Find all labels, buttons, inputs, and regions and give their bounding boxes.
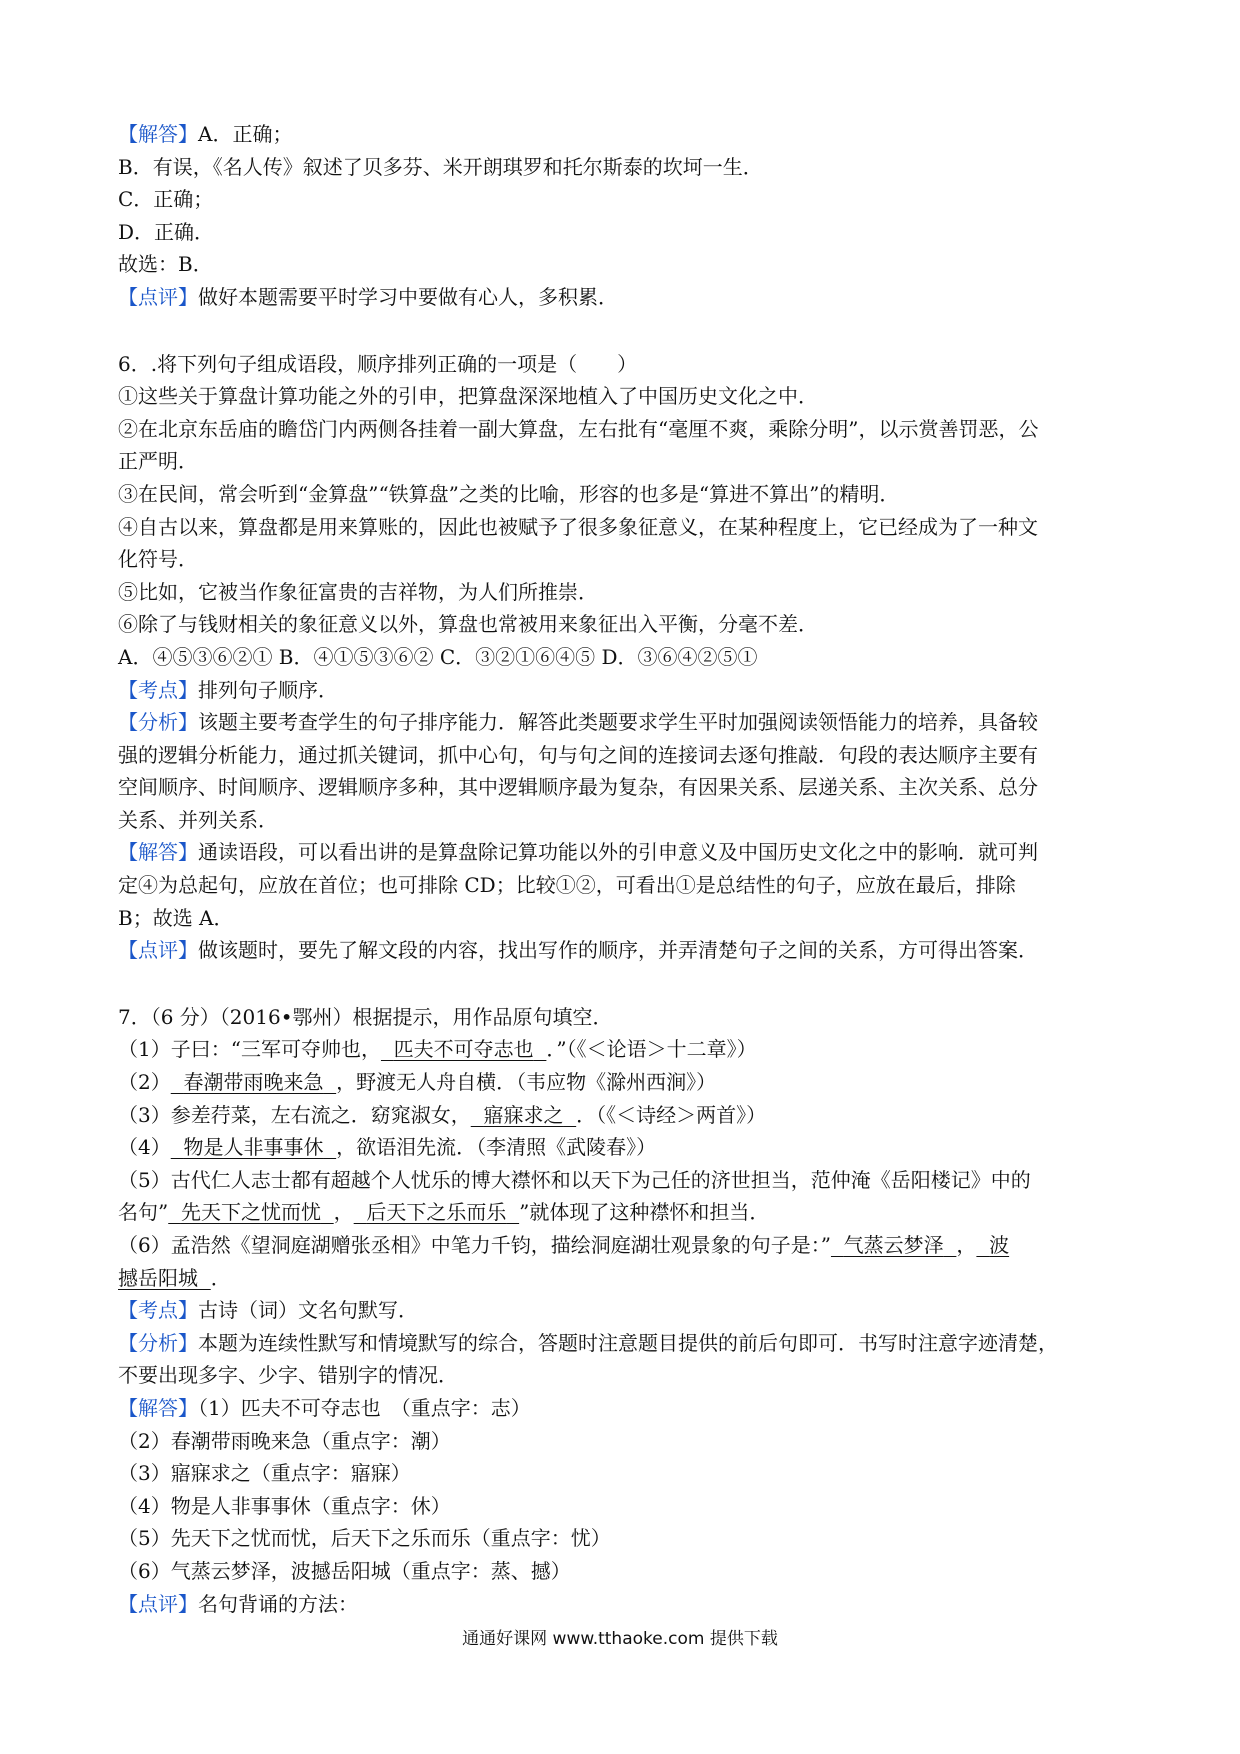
answer-tag: 【解答】 <box>118 122 198 146</box>
q7-item-1-answer: 匹夫不可夺志也 <box>393 1037 534 1062</box>
analysis-tag: 【分析】 <box>118 1330 198 1355</box>
q7-item-3 <box>118 1099 1128 1132</box>
q7-jieda-line-5: （5）先天下之忧而忧，后天下之乐而乐（重点字：忧） <box>118 1526 611 1551</box>
q6-jieda-line-1 <box>118 836 1128 869</box>
q6-sentence-6: ⑥除了与钱财相关的象征意义以外，算盘也常被用来象征出入平衡，分毫不差． <box>118 612 818 637</box>
comment-tag: 【点评】 <box>118 938 198 963</box>
q7-item-1-prefix: （1）子曰：“三军可夺帅也， <box>118 1037 381 1062</box>
q7-item-6-answer-2a: 波 <box>989 1233 1010 1257</box>
q5-choice: 故选：B． <box>118 252 213 277</box>
q7-jieda-line-3: （3）寤寐求之（重点字：寤寐） <box>118 1461 411 1486</box>
q7-comment-line <box>118 1588 1128 1621</box>
page-footer: 通通好课网 www.tthaoke.com 提供下载 <box>462 1629 778 1649</box>
q6-kaodian-line <box>118 674 1128 707</box>
q7-item-5-answer-2: 后天下之乐而乐 <box>366 1200 507 1225</box>
q7-item-6-line-2 <box>118 1262 1128 1295</box>
q7-item-3-prefix: （3）参差荇菜，左右流之．窈窕淑女， <box>118 1102 471 1127</box>
q6-title: 6．.将下列句子组成语段，顺序排列正确的一项是（ ） <box>118 351 638 376</box>
q5-comment-line <box>118 281 1128 314</box>
q6-fenxi-line-3: 空间顺序、时间顺序、逻辑顺序多种，其中逻辑顺序最为复杂，有因果关系、层递关系、主次关系、总分 <box>118 775 1038 800</box>
q6-sentence-4b: 化符号． <box>118 547 198 572</box>
q7-item-4-answer: 物是人非事事休 <box>183 1135 324 1160</box>
spacer <box>118 314 1128 348</box>
q7-fenxi-1: 本题为连续性默写和情境默写的综合，答题时注意题目提供的前后句即可．书写时注意字迹清楚， <box>198 1330 1058 1355</box>
q7-jieda-line-4: （4）物是人非事事休（重点字：休） <box>118 1493 451 1518</box>
q6-sentence-2b: 正严明． <box>118 449 198 474</box>
q6-comment-line <box>118 934 1128 967</box>
q6-options: A．④⑤③⑥②① B．④①⑤③⑥② C．③②①⑥④⑤ D．③⑥④②⑤① <box>118 644 758 669</box>
q6-sentence-1: ①这些关于算盘计算功能之外的引申，把算盘深深地植入了中国历史文化之中． <box>118 384 818 409</box>
q7-item-6-answer-1: 气蒸云梦泽 <box>843 1233 944 1257</box>
document-page <box>118 118 1128 1620</box>
q7-jieda-line-1 <box>118 1392 1128 1425</box>
q7-item-2-suffix: ，野渡无人舟自横．（韦应物《滁州西涧》） <box>336 1070 717 1095</box>
q7-item-6-comma: ， <box>956 1233 977 1257</box>
q5-line-c: C．正确； <box>118 187 214 212</box>
q7-title: 7．（6 分）（2016•鄂州）根据提示，用作品原句填空． <box>118 1004 613 1029</box>
comment-tag: 【点评】 <box>118 284 198 309</box>
q7-item-4 <box>118 1131 1128 1164</box>
q6-fenxi-1: 该题主要考查学生的句子排序能力．解答此类题要求学生平时加强阅读领悟能力的培养，具备较 <box>198 710 1038 735</box>
q6-jieda-1: 通读语段，可以看出讲的是算盘除记算功能以外的引申意义及中国历史文化之中的影响．就可判 <box>198 840 1038 865</box>
q5-comment: 做好本题需要平时学习中要做有心人，多积累． <box>198 284 618 309</box>
analysis-tag: 【分析】 <box>118 710 198 735</box>
q5-answer-a: A．正确； <box>198 122 293 146</box>
q7-jieda-1: （1）匹夫不可夺志也 （重点字：志） <box>198 1395 531 1420</box>
q7-item-4-prefix: （4） <box>118 1135 171 1160</box>
q7-item-5-line-2 <box>118 1196 1128 1229</box>
q6-fenxi-line-2: 强的逻辑分析能力，通过抓关键词，抓中心句，句与句之间的连接词去逐句推敲．句段的表达顺序主要有 <box>118 742 1038 767</box>
answer-tag: 【解答】 <box>118 1395 198 1420</box>
q7-item-6-prefix: （6）孟浩然《望洞庭湖赠张丞相》中笔力千钧，描绘洞庭湖壮观景象的句子是：” <box>118 1233 831 1257</box>
q7-jieda-line-6: （6）气蒸云梦泽，波撼岳阳城（重点字：蒸、撼） <box>118 1558 571 1583</box>
q6-comment: 做该题时，要先了解文段的内容，找出写作的顺序，并弄清楚句子之间的关系，方可得出答案． <box>198 938 1038 963</box>
q6-fenxi-line-4: 关系、并列关系． <box>118 807 278 832</box>
q7-item-5-suffix: ”就体现了这种襟怀和担当． <box>519 1200 770 1225</box>
comment-tag: 【点评】 <box>118 1591 198 1616</box>
q7-item-1-suffix: ．”（《＜论语＞十二章》） <box>546 1037 757 1062</box>
q7-item-5-answer-1: 先天下之忧而忧 <box>180 1200 321 1225</box>
q6-sentence-5: ⑤比如，它被当作象征富贵的吉祥物，为人们所推崇． <box>118 579 598 604</box>
q7-item-1 <box>118 1033 1128 1066</box>
q5-answer-line <box>118 118 1128 151</box>
q7-item-6-suffix: ． <box>210 1265 231 1290</box>
q7-fenxi-line-1 <box>118 1327 1128 1360</box>
q7-comment: 名句背诵的方法： <box>198 1591 358 1616</box>
q7-item-2-answer: 春潮带雨晚来急 <box>183 1070 324 1095</box>
q7-item-2 <box>118 1066 1128 1099</box>
kaodian-tag: 【考点】 <box>118 1298 198 1323</box>
q6-sentence-2a: ②在北京东岳庙的瞻岱门内两侧各挂着一副大算盘，左右批有“毫厘不爽，乘除分明”，以示赏善罚恶，公 <box>118 416 1039 441</box>
q7-item-2-prefix: （2） <box>118 1070 171 1095</box>
q7-item-6-line-1 <box>118 1229 1128 1262</box>
q7-item-3-answer: 寤寐求之 <box>483 1102 564 1127</box>
q7-item-6-answer-2b: 撼岳阳城 <box>118 1265 198 1290</box>
q7-item-3-suffix: ．（《＜诗经＞两首》） <box>576 1102 767 1127</box>
q7-item-5-comma: ， <box>333 1200 354 1225</box>
spacer <box>118 967 1128 1001</box>
kaodian-tag: 【考点】 <box>118 677 198 702</box>
q7-kaodian-line <box>118 1294 1128 1327</box>
q6-kaodian: 排列句子顺序． <box>198 677 338 702</box>
q7-item-5-line-1: （5）古代仁人志士都有超越个人忧乐的博大襟怀和以天下为己任的济世担当，范仲淹《岳阳楼记》中的 <box>118 1167 1031 1192</box>
q5-line-b: B．有误，《名人传》叙述了贝多芬、米开朗琪罗和托尔斯泰的坎坷一生． <box>118 154 763 179</box>
q6-sentence-3: ③在民间，常会听到“金算盘”“铁算盘”之类的比喻，形容的也多是“算进不算出”的精明． <box>118 481 900 506</box>
q6-jieda-line-2: 定④为总起句，应放在首位；也可排除 CD；比较①②，可看出①是总结性的句子，应放在最后，排除 <box>118 873 1016 898</box>
q7-fenxi-line-2: 不要出现多字、少字、错别字的情况． <box>118 1363 458 1388</box>
q5-line-d: D．正确． <box>118 219 215 244</box>
q7-item-4-suffix: ，欲语泪先流．（李清照《武陵春》） <box>336 1135 657 1160</box>
q6-sentence-4a: ④自古以来，算盘都是用来算账的，因此也被赋予了很多象征意义，在某种程度上，它已经成为了一种文 <box>118 514 1038 539</box>
q7-jieda-line-2: （2）春潮带雨晚来急（重点字：潮） <box>118 1428 451 1453</box>
q6-fenxi-line-1 <box>118 706 1128 739</box>
q7-item-5-prefix: 名句” <box>118 1200 169 1225</box>
q6-jieda-line-3: B；故选 A． <box>118 905 234 930</box>
answer-tag: 【解答】 <box>118 840 198 865</box>
q7-kaodian: 古诗（词）文名句默写． <box>198 1298 418 1323</box>
